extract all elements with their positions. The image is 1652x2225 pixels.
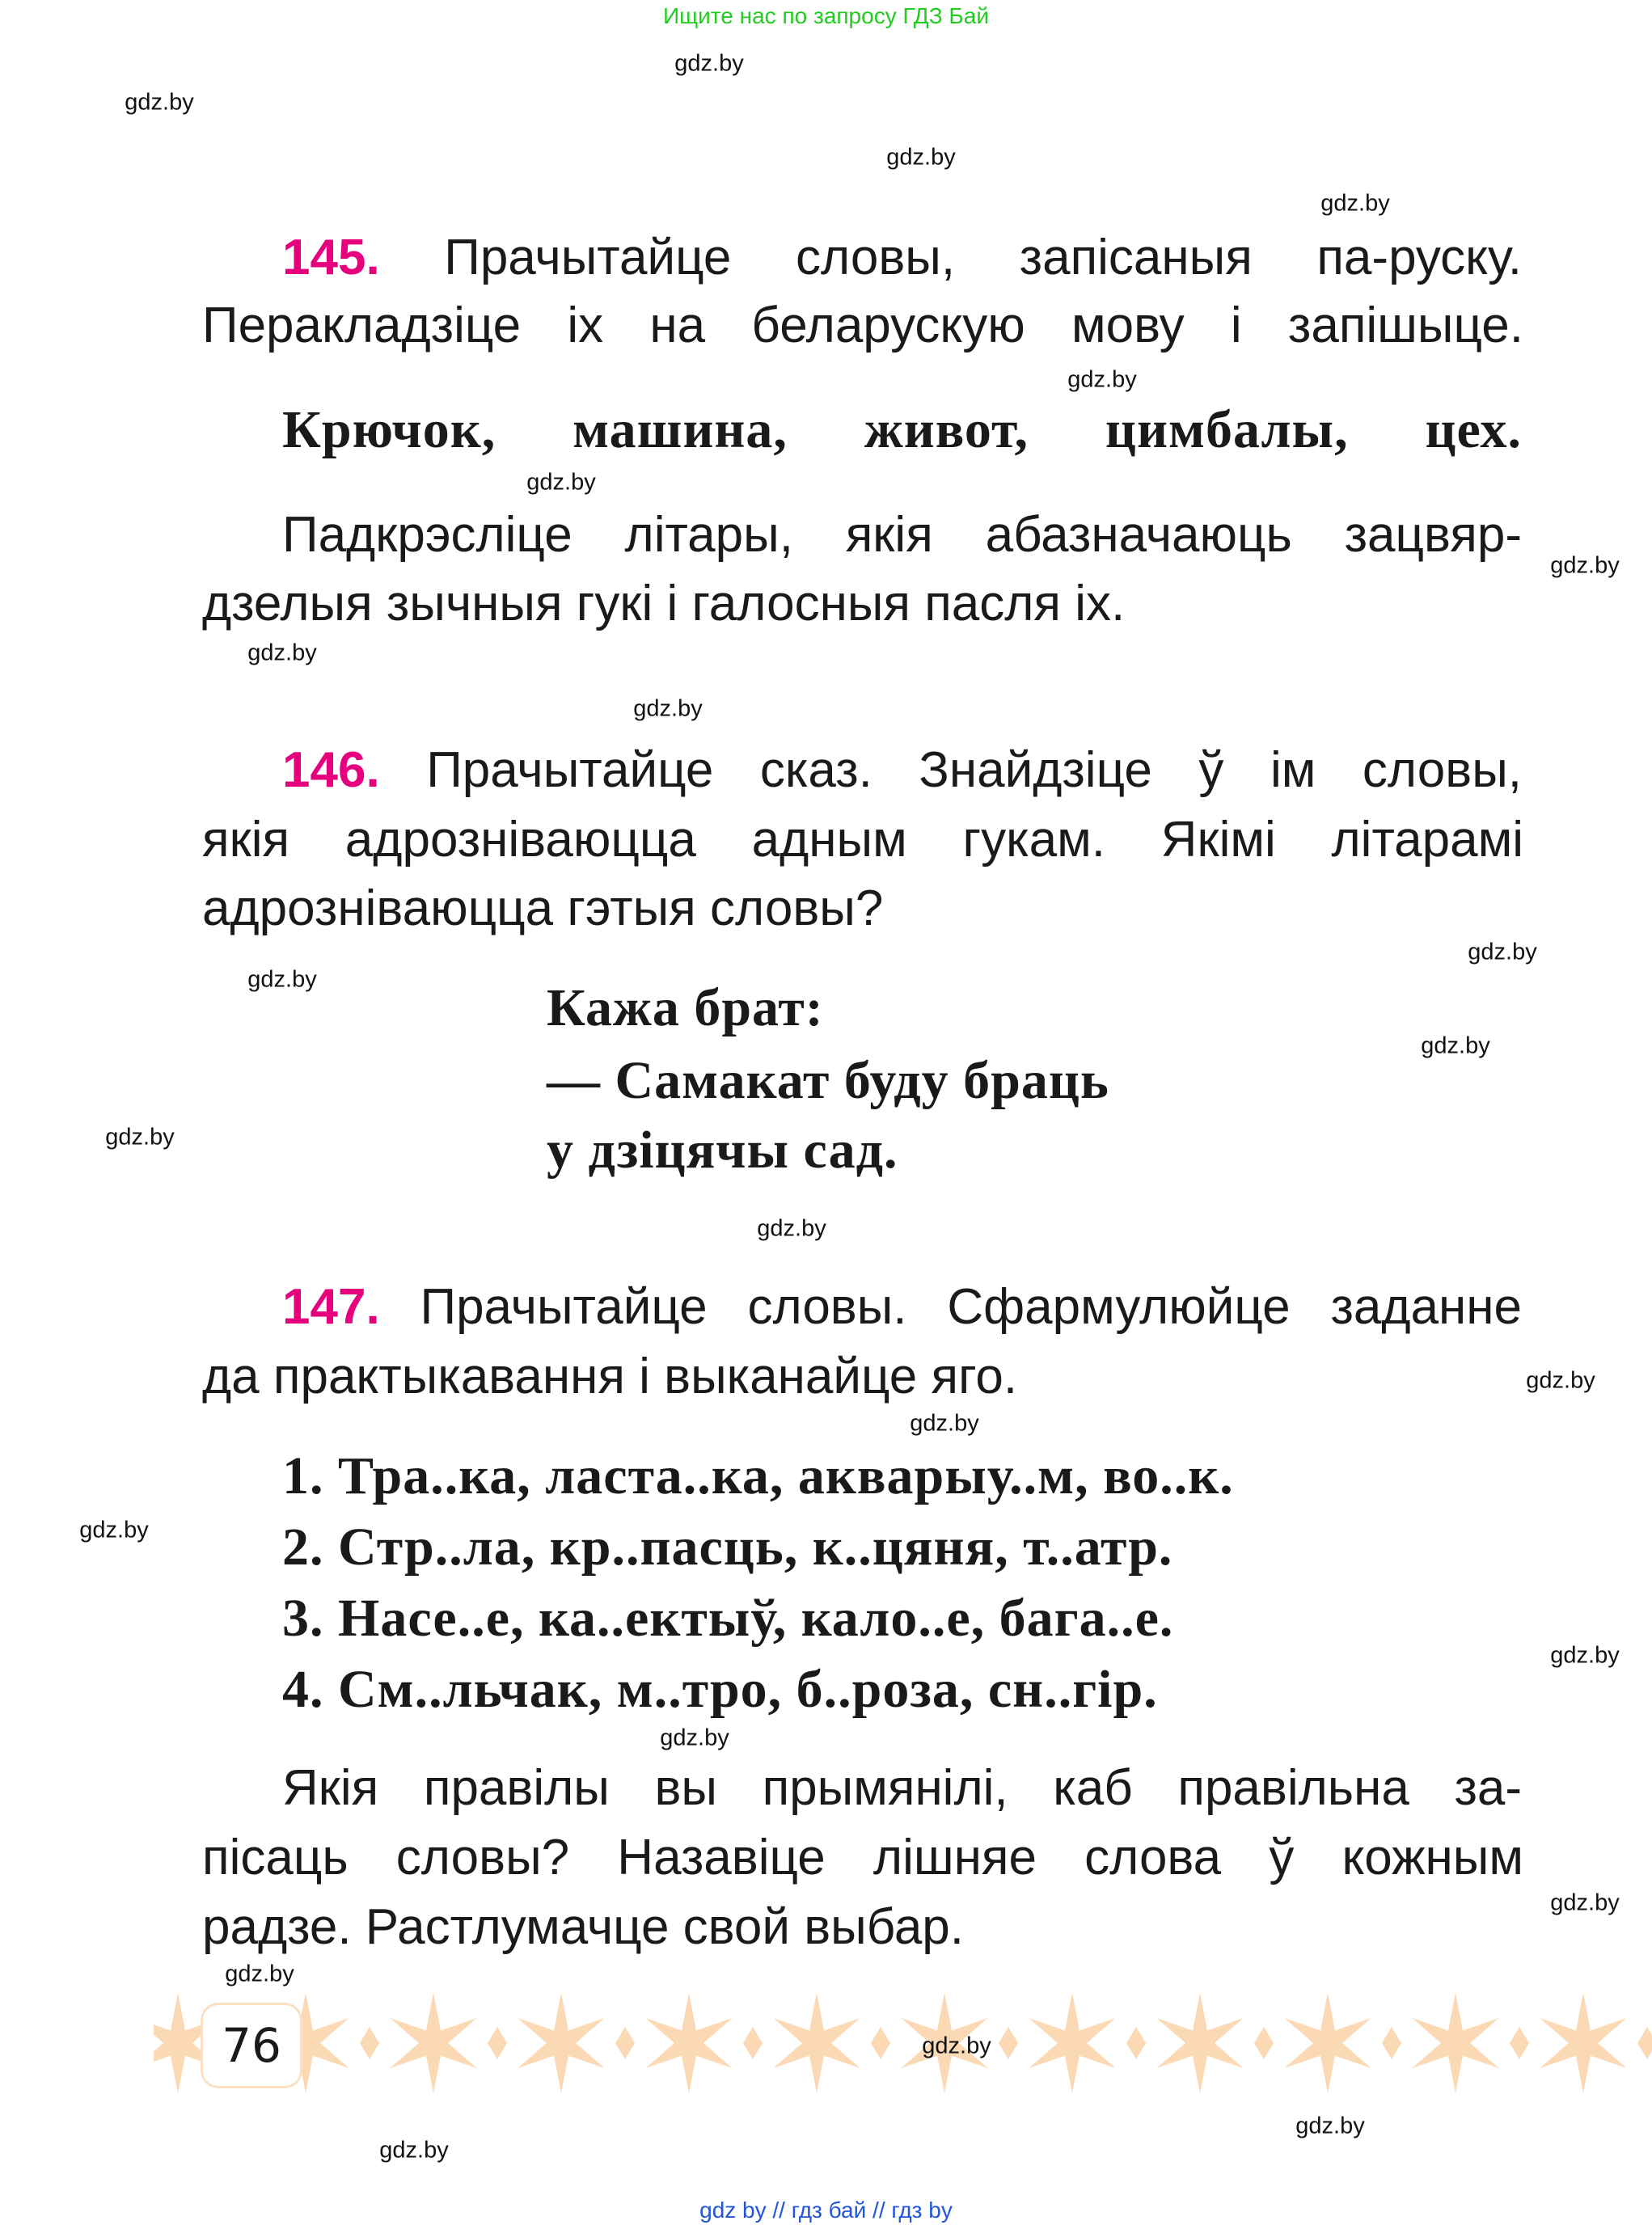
word-row-1: 1. Тра..ка, ласта..ка, акварыу..м, во..к. (282, 1446, 1234, 1505)
exercise-number: 147. (282, 1279, 380, 1335)
watermark: gdz.by (1468, 939, 1537, 965)
footer-links[interactable]: gdz by // гдз бай // гдз by (699, 2198, 953, 2223)
watermark: gdz.by (660, 1725, 729, 1751)
ex145-line-2: Перакладзіце іх на беларускую мову і запішыце. (202, 298, 1523, 353)
word-row-4: 4. См..льчак, м..тро, б..роза, сн..гір. (282, 1660, 1158, 1719)
watermark: gdz.by (1421, 1032, 1490, 1059)
watermark: gdz.by (1550, 552, 1620, 579)
ornament-star (385, 1993, 507, 2093)
watermark: gdz.by (125, 89, 194, 116)
watermark: gdz.by (247, 640, 317, 666)
watermark: gdz.by (1526, 1367, 1595, 1394)
watermark: gdz.by (379, 2137, 449, 2164)
ornament-band (154, 1993, 1652, 2093)
watermark: gdz.by (1067, 366, 1137, 393)
watermark: gdz.by (633, 695, 703, 722)
watermark: gdz.by (910, 1410, 979, 1437)
watermark: gdz.by (526, 469, 596, 496)
watermark: gdz.by (247, 966, 317, 993)
ornament-star (1535, 1993, 1652, 2093)
ornament-star (513, 1993, 635, 2093)
ornament-star (1407, 1993, 1529, 2093)
ex146-line-2: якія адрозніваюцца адным гукам. Якімі літарамі (202, 812, 1523, 868)
ex147-line-2: да практыкавання і выканайце яго. (202, 1349, 1018, 1404)
ex146-line-3: адрозніваюцца гэтыя словы? (202, 880, 884, 936)
text: Прачытайце словы, запісаныя па-руску. (444, 230, 1522, 285)
watermark: gdz.by (674, 50, 744, 77)
watermark: gdz.by (1320, 190, 1390, 217)
word-row-3: 3. Насе..е, ка..ектыў, кало..е, бага..е. (282, 1589, 1174, 1648)
ornament-star (640, 1993, 763, 2093)
watermark: gdz.by (922, 2033, 991, 2059)
ex146-line-1 (282, 742, 1522, 798)
ex145-task-1: Падкрэсліце літары, якія абазначаюць зацвяр- (282, 507, 1522, 563)
watermark: gdz.by (886, 144, 956, 171)
ex147-line-1 (282, 1279, 1523, 1335)
ex147-final-2: пісаць словы? Назавіце лішняе слова ў кожным (202, 1830, 1523, 1885)
text: Прачытайце сказ. Знайдзіце ў ім словы, (426, 742, 1522, 798)
poem-line-2: — Самакат буду браць (547, 1051, 1109, 1110)
ornament-star (1279, 1993, 1401, 2093)
exercise-number: 146. (282, 742, 380, 798)
ex147-final-1: Якія правілы вы прымянілі, каб правільна за- (282, 1760, 1522, 1816)
watermark: gdz.by (79, 1517, 149, 1543)
watermark: gdz.by (1550, 1889, 1620, 1916)
poem-line-3: у дзіцячы сад. (547, 1121, 898, 1180)
ornament-star (1151, 1993, 1274, 2093)
watermark: gdz.by (1295, 2113, 1365, 2139)
ex145-task-2: дзелыя зычныя гукі і галосныя пасля іх. (202, 576, 1126, 631)
ornament-star (1024, 1993, 1146, 2093)
exercise-number: 145. (282, 230, 380, 285)
ornament-star (768, 1993, 890, 2093)
ex147-final-3: радзе. Растлумачце свой выбар. (202, 1899, 965, 1955)
watermark: gdz.by (225, 1961, 294, 1987)
watermark: gdz.by (105, 1124, 175, 1150)
text: Прачытайце словы. Сфармулюйце заданне (420, 1279, 1523, 1335)
watermark: gdz.by (1550, 1642, 1620, 1669)
word-row-2: 2. Стр..ла, кр..пасць, к..цяня, т..атр. (282, 1518, 1173, 1577)
ex145-line-1 (282, 230, 1522, 285)
watermark: gdz.by (757, 1215, 826, 1242)
search-hint: Ищите нас по запросу ГДЗ Бай (662, 3, 990, 28)
poem-line-1: Кажа брат: (547, 978, 824, 1037)
ex145-words: Крючок, машина, живот, цимбалы, цех. (282, 400, 1522, 459)
page-number: 76 (201, 2003, 302, 2088)
